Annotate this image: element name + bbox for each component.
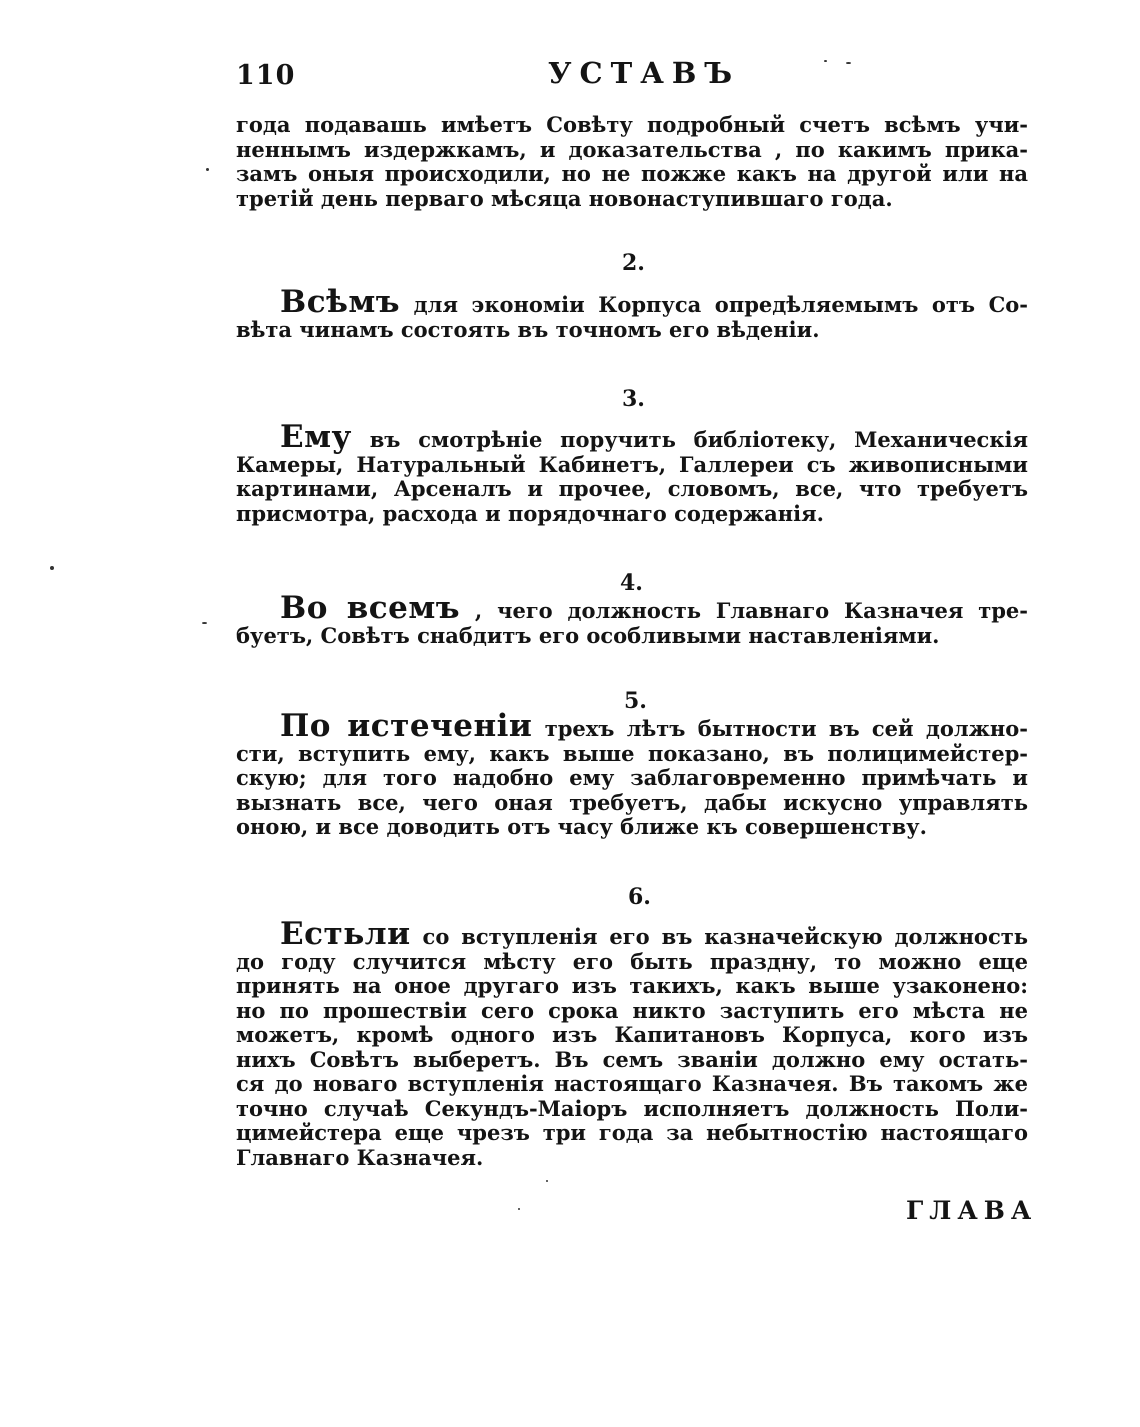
section-5-paragraph [236, 708, 1029, 840]
section-3-paragraph [236, 419, 1028, 526]
section-lead-word: Ему [280, 419, 352, 455]
text-line: трехъ лѣтъ бытности въ сей должно- [544, 716, 1029, 741]
text-line: замъ оныя происходили, но не пожже какъ на другой или на [236, 161, 1028, 186]
section-2-paragraph [236, 284, 1029, 342]
running-head [236, 56, 1026, 96]
text-line: присмотра, расхода и порядочнаго содержанія. [236, 500, 824, 526]
text-line: цимейстера еще чрезъ три года за небытностію настоящаго [236, 1120, 1028, 1145]
intro-paragraph [236, 113, 1028, 211]
text-line: вызнать все, чего оная требуетъ, дабы искусно управлять [236, 789, 1028, 815]
text-line: нихъ Совѣтъ выберетъ. Въ семъ званіи должно ему остать- [236, 1046, 1028, 1072]
section-number: 3. [622, 386, 645, 412]
text-line: въ смотрѣніе поручить библіотеку, Механическія [369, 427, 1028, 452]
text-line: года подавашь имѣетъ Совѣту подробный счетъ всѣмъ учи- [236, 112, 1028, 137]
section-lead-word: По истеченіи [280, 708, 533, 744]
text-line: до году случится мѣсту его быть праздну, то можно еще [236, 948, 1028, 974]
scan-speck [518, 1208, 520, 1210]
section-4-paragraph [236, 590, 1028, 648]
scan-speck [206, 168, 209, 171]
section-number: 6. [628, 884, 651, 910]
text-line: картинами, Арсеналъ и прочее, словомъ, все, что требуетъ [236, 476, 1028, 501]
text-line: третій день перваго мѣсяца новонаступившаго года. [236, 185, 893, 211]
text-line: для экономіи Корпуса опредѣляемымъ отъ Со- [413, 292, 1029, 317]
text-line: , чего должность Главнаго Казначея тре- [474, 598, 1028, 623]
text-line: Главнаго Казначея. [236, 1144, 484, 1170]
text-line: принять на оное другаго изъ такихъ, какъ выше узаконено: [236, 973, 1028, 998]
text-line: точно случаѣ Секундъ-Маіоръ исполняетъ должность Поли- [236, 1095, 1028, 1121]
catchword: ГЛАВА [906, 1196, 1038, 1225]
scan-speck [846, 62, 851, 64]
text-line: буетъ, Совѣтъ снабдитъ его особливыми наставленіями. [236, 622, 940, 648]
text-line: неннымъ издержкамъ, и доказательства , по какимъ прика- [236, 136, 1028, 162]
scan-speck [546, 1180, 548, 1182]
scan-speck [202, 622, 207, 624]
scan-speck [50, 566, 54, 570]
section-number: 2. [622, 250, 645, 276]
text-line: сти, вступить ему, какъ выше показано, въ полицимейстер- [236, 740, 1028, 766]
text-line: вѣта чинамъ состоять въ точномъ его вѣденіи. [236, 316, 820, 342]
text-line: но по прошествіи сего срока никто заступить его мѣста не [236, 997, 1028, 1023]
section-lead-word: Во всемъ [280, 590, 461, 626]
section-lead-word: Естьли [280, 916, 411, 952]
text-line: со вступленія его въ казначейскую должность [422, 924, 1028, 949]
text-line: ся до новаго вступленія настоящаго Казначея. Въ такомъ же [236, 1071, 1028, 1096]
text-line: скую; для того надобно ему заблаговременно примѣчать и [236, 765, 1028, 790]
text-line: Камеры, Натуральный Кабинетъ, Галлереи съ живописными [236, 451, 1028, 477]
scan-speck [824, 60, 827, 62]
section-lead-word: Всѣмъ [280, 284, 401, 320]
running-title: УСТАВЪ [548, 56, 741, 90]
section-number: 5. [624, 688, 647, 714]
page-number: 110 [236, 60, 296, 91]
section-6-paragraph [236, 916, 1028, 1170]
text-line: можетъ, кромѣ одного изъ Капитановъ Корпуса, кого изъ [236, 1022, 1028, 1047]
section-number: 4. [620, 570, 643, 596]
text-line: оною, и все доводить отъ часу ближе къ совершенству. [236, 814, 927, 839]
